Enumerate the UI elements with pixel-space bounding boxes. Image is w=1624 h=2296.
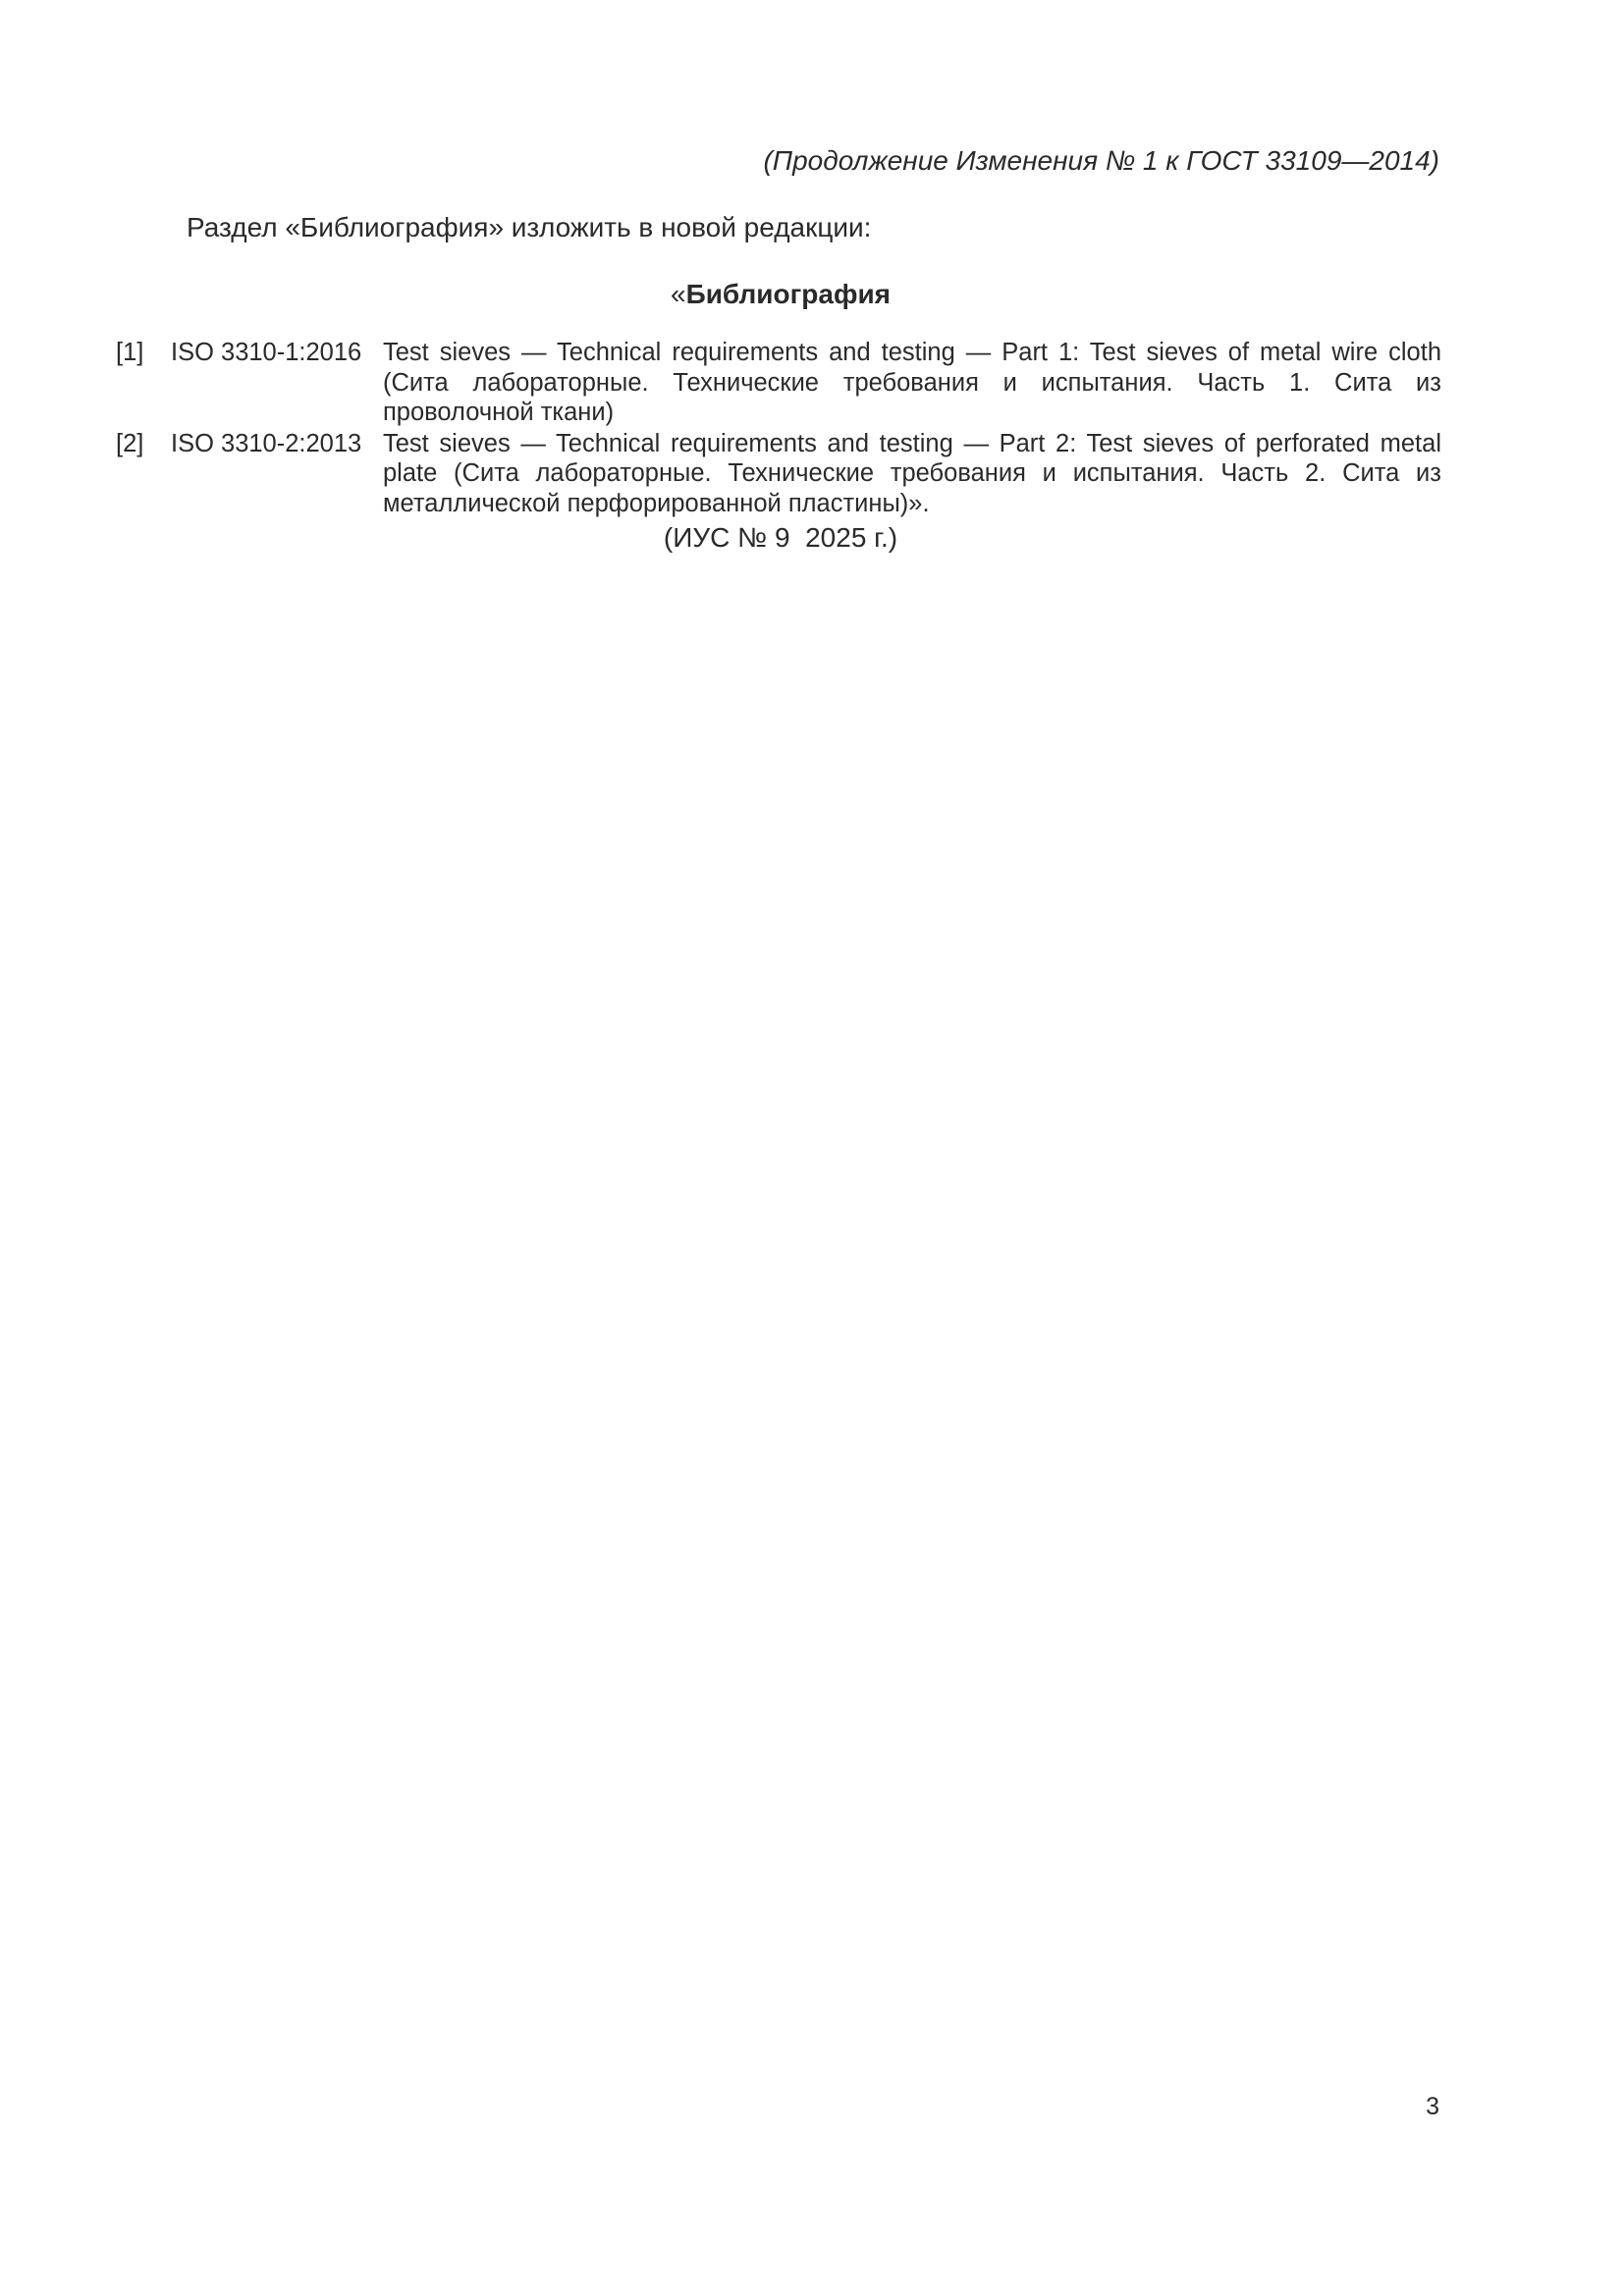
bibliography-title: Библиография — [685, 279, 891, 309]
bibliography-entry — [116, 429, 1441, 519]
bibliography-list — [116, 338, 1441, 519]
entry-title: Test sieves — Technical requirements and testing — Part 2: Test sieves of perforated metal plate (Сита лабораторные. Технические требования и испытания. Часть 2. Сита из металлической перфорированной пластины)». — [383, 429, 1441, 517]
bibliography-entry — [116, 338, 1441, 428]
entry-standard-code: ISO 3310-1:2016 — [171, 339, 362, 366]
entry-title: Test sieves — Technical requirements and testing — Part 1: Test sieves of metal wire cloth (Сита лабораторные. Технические требования и испытания. Часть 1. Сита из проволочной ткани) — [383, 339, 1441, 426]
continuation-header: (Продолжение Изменения № 1 к ГОСТ 33109—2014) — [763, 145, 1439, 176]
entry-standard-code: ISO 3310-2:2013 — [171, 429, 362, 457]
amendment-instruction: Раздел «Библиография» изложить в новой редакции: — [187, 212, 872, 242]
opening-quote: « — [670, 279, 686, 309]
ius-note: (ИУС № 9 2025 г.) — [663, 522, 898, 553]
bibliography-heading — [0, 279, 1561, 310]
entry-number: [2] — [116, 429, 144, 457]
entry-number: [1] — [116, 339, 144, 366]
page-number: 3 — [1426, 2093, 1439, 2120]
